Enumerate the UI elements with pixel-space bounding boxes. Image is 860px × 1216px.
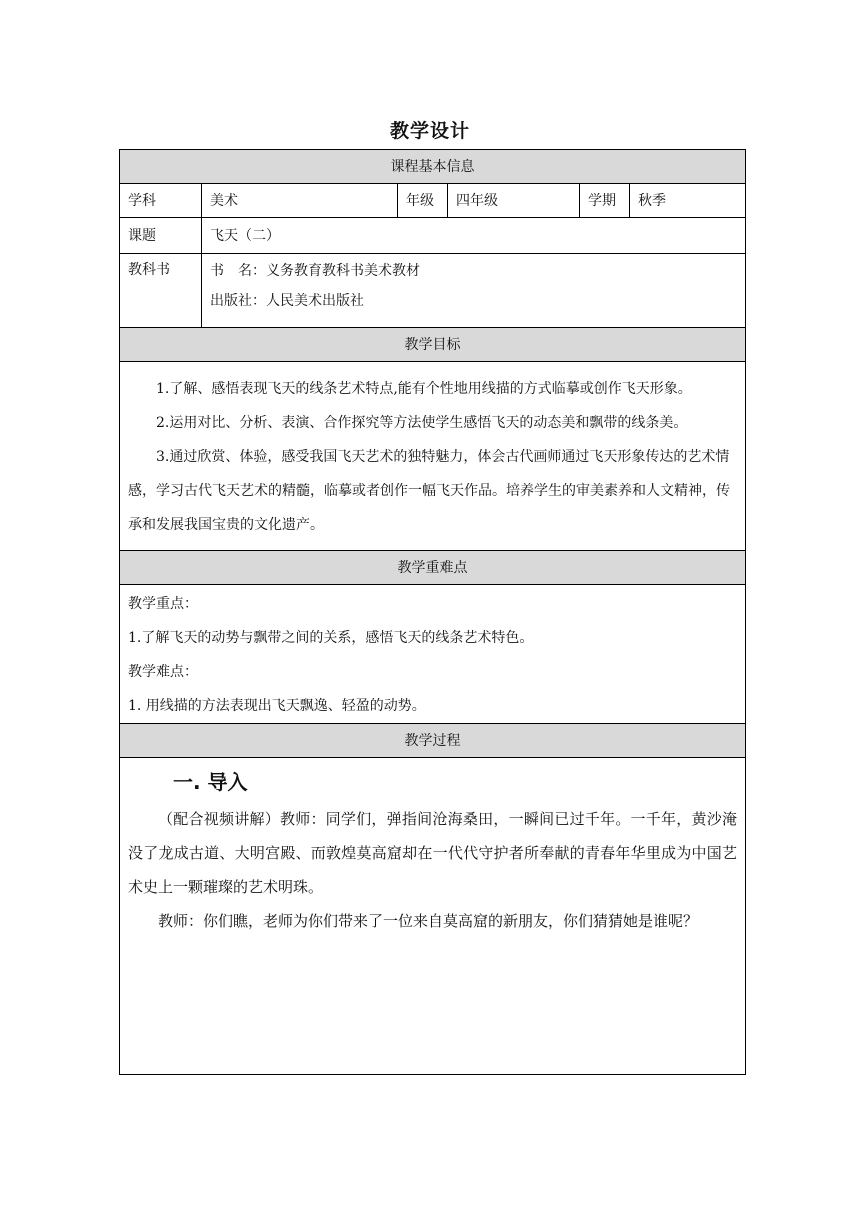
focus-item: 1.了解飞天的动势与飘带之间的关系，感悟飞天的线条艺术特色。 (128, 630, 534, 646)
section-header-basic-info: 课程基本信息 (120, 150, 746, 184)
difficulty-label: 教学难点： (128, 664, 198, 680)
lesson-plan-table (119, 149, 746, 1075)
process-paragraph: （配合视频讲解）教师：同学们，弹指间沧海桑田，一瞬间已过千年。一千年，黄沙淹没了龙成古道、大明宫殿、而敦煌莫高窟却在一代代守护者所奉献的青春年华里成为中国艺术史上一颗璀璨的艺术明珠。 (128, 810, 738, 896)
subject-label: 学科 (120, 184, 202, 218)
document-title: 教学设计 (389, 120, 470, 142)
term-label: 学期 (580, 184, 630, 218)
process-paragraph: 教师：你们瞧，老师为你们带来了一位来自莫高窟的新朋友，你们猜猜她是谁呢？ (158, 912, 699, 930)
grade-label: 年级 (398, 184, 448, 218)
difficulty-item: 1. 用线描的方法表现出飞天飘逸、轻盈的动势。 (128, 698, 426, 714)
term-value: 秋季 (630, 184, 746, 218)
topic-label: 课题 (120, 218, 202, 254)
goals-content (120, 362, 746, 551)
goal-item: 3.通过欣赏、体验，感受我国飞天艺术的独特魅力，体会古代画师通过飞天形象传达的艺术情感，学习古代飞天艺术的精髓，临摹或者创作一幅飞天作品。培养学生的审美素养和人文精神，传承和发展我国宝贵的文化遗产。 (128, 449, 730, 533)
textbook-label: 教科书 (120, 254, 202, 328)
goal-item: 2.运用对比、分析、表演、合作探究等方法使学生感悟飞天的动态美和飘带的线条美。 (156, 415, 688, 431)
process-section-title: 一. 导入 (173, 770, 248, 794)
section-header-keypoints: 教学重难点 (120, 551, 746, 585)
textbook-info (202, 254, 746, 328)
textbook-publisher: 出版社：人民美术出版社 (210, 293, 364, 309)
focus-label: 教学重点： (128, 596, 198, 612)
grade-value: 四年级 (448, 184, 580, 218)
textbook-name: 书 名：义务教育教科书美术教材 (210, 263, 420, 279)
process-content (120, 758, 746, 1075)
keypoints-content (120, 585, 746, 724)
topic-value: 飞天（二） (202, 218, 746, 254)
section-header-goals: 教学目标 (120, 328, 746, 362)
section-header-process: 教学过程 (120, 724, 746, 758)
subject-value: 美术 (202, 184, 398, 218)
goal-item: 1.了解、感悟表现飞天的线条艺术特点,能有个性地用线描的方式临摹或创作飞天形象。 (156, 381, 692, 397)
